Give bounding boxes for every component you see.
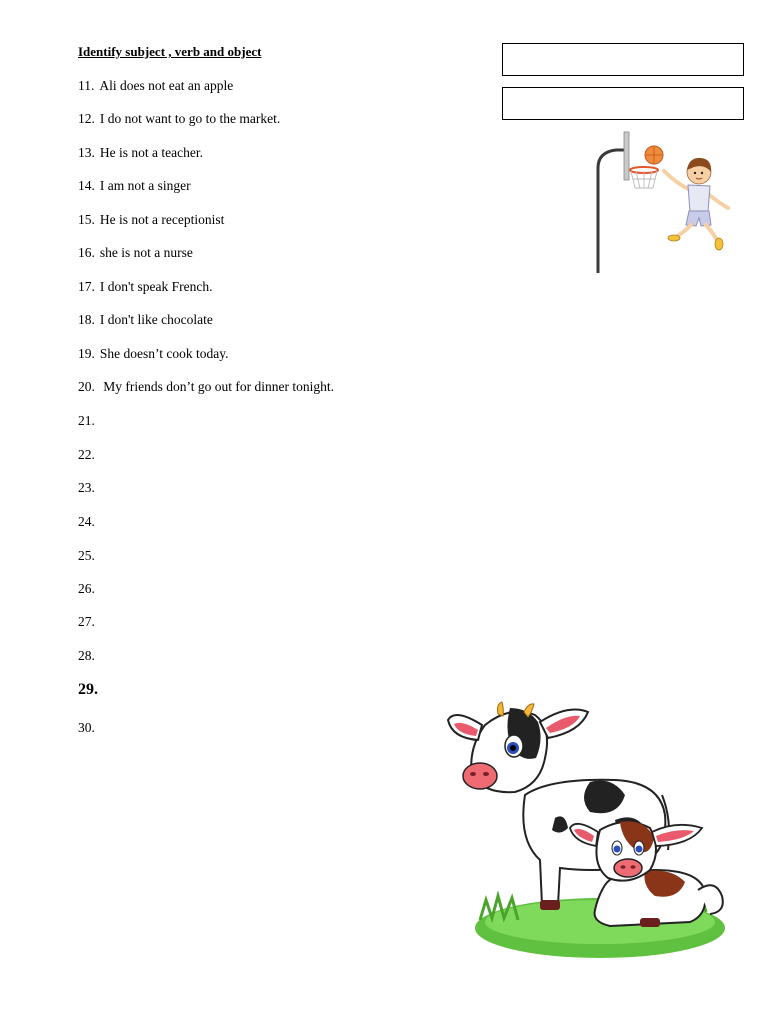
list-item [78,378,334,396]
item-sentence: He is not a receptionist [99,212,225,227]
list-item [78,144,203,162]
basketball-player-icon [590,128,740,278]
list-item [78,177,191,195]
list-item [78,479,100,497]
item-sentence: she is not a nurse [99,245,193,260]
list-item [78,211,224,229]
answer-box[interactable] [502,87,744,120]
item-sentence: Ali does not eat an apple [99,78,234,93]
item-number: 18. [78,312,95,327]
item-number: 22. [78,447,95,462]
item-number: 20. [78,379,95,394]
item-number: 17. [78,279,95,294]
cow-and-calf-icon [440,700,740,965]
item-sentence: She doesn’t cook today. [99,346,229,361]
list-item [78,446,100,464]
item-number: 24. [78,514,95,529]
list-item [78,110,280,128]
answer-box[interactable] [502,43,744,76]
item-sentence: I don't speak French. [99,279,213,294]
list-item [78,77,233,95]
item-sentence: He is not a teacher. [99,145,203,160]
list-item [78,647,100,665]
list-item [78,278,213,296]
item-number: 14. [78,178,95,193]
list-item [78,345,228,363]
item-number: 15. [78,212,95,227]
list-item [78,719,100,737]
item-number: 23. [78,480,95,495]
list-item [78,513,100,531]
worksheet-heading: Identify subject , verb and object [78,44,262,59]
item-number: 19. [78,346,95,361]
item-number: 26. [78,581,95,596]
item-number: 30. [78,720,95,735]
item-number: 28. [78,648,95,663]
item-sentence: My friends don’t go out for dinner tonight. [99,379,334,394]
item-number: 27. [78,614,95,629]
list-item [78,681,103,699]
list-item [78,580,100,598]
item-sentence: I don't like chocolate [99,312,213,327]
list-item [78,244,193,262]
item-number: 12. [78,111,95,126]
item-number: 25. [78,548,95,563]
item-number: 16. [78,245,95,260]
list-item [78,613,100,631]
item-number: 29. [78,681,98,698]
list-item [78,311,213,329]
item-number: 11. [78,78,95,93]
list-item [78,412,100,430]
item-number: 13. [78,145,95,160]
item-sentence: I do not want to go to the market. [99,111,281,126]
item-number: 21. [78,413,95,428]
item-sentence: I am not a singer [99,178,191,193]
list-item [78,547,100,565]
